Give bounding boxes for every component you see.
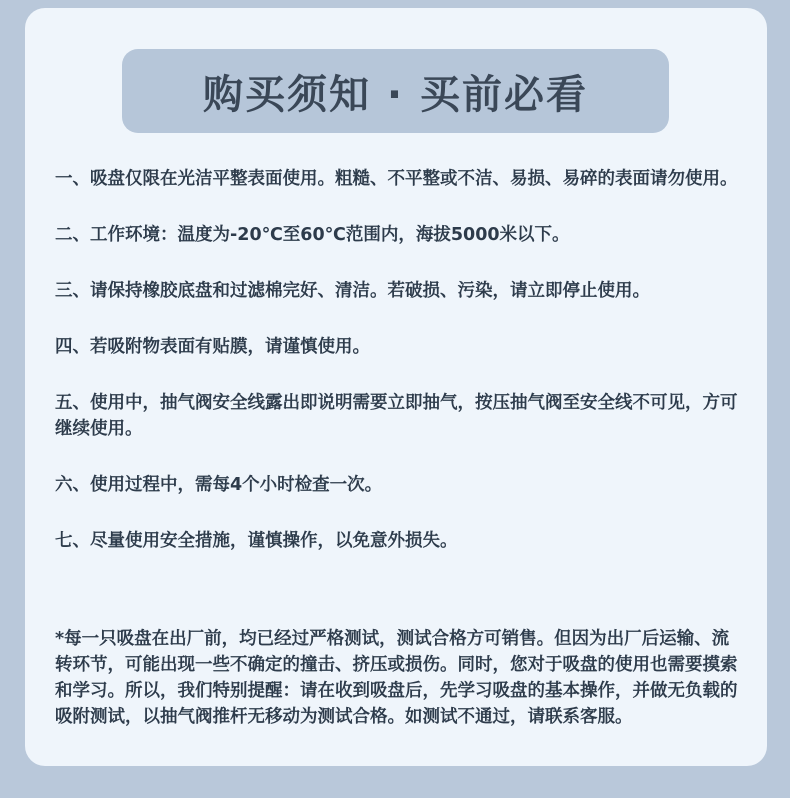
notice-card — [25, 8, 767, 766]
note-item-3: 三、请保持橡胶底盘和过滤棉完好、清洁。若破损、污染，请立即停止使用。 — [55, 281, 650, 301]
note-item-7: 七、尽量使用安全措施，谨慎操作，以免意外损失。 — [55, 531, 458, 551]
notes-list — [55, 166, 745, 584]
page-title: 购买须知 · 买前必看 — [202, 71, 589, 118]
note-item-1: 一、吸盘仅限在光洁平整表面使用。粗糙、不平整或不洁、易损、易碎的表面请勿使用。 — [55, 169, 738, 189]
note-item-2: 二、工作环境：温度为-20℃至60℃范围内，海拔5000米以下。 — [55, 225, 570, 245]
footer-note: *每一只吸盘在出厂前，均已经过严格测试，测试合格方可销售。但因为出厂后运输、流转环节，可能出现一些不确定的撞击、挤压或损伤。同时，您对于吸盘的使用也需要摸索和学习。所以，我们特别提醒：请在收到吸盘后，先学习吸盘的基本操作，并做无负载的吸附测试，以抽气阀推杆无移动为测试合格。如测试不通过，请联系客服。 — [55, 629, 738, 727]
title-banner — [122, 49, 669, 133]
note-item-6: 六、使用过程中，需每4个小时检查一次。 — [55, 475, 383, 495]
note-item-5: 五、使用中，抽气阀安全线露出即说明需要立即抽气，按压抽气阀至安全线不可见，方可继续使用。 — [55, 393, 738, 439]
note-item-4: 四、若吸附物表面有贴膜，请谨慎使用。 — [55, 337, 370, 357]
